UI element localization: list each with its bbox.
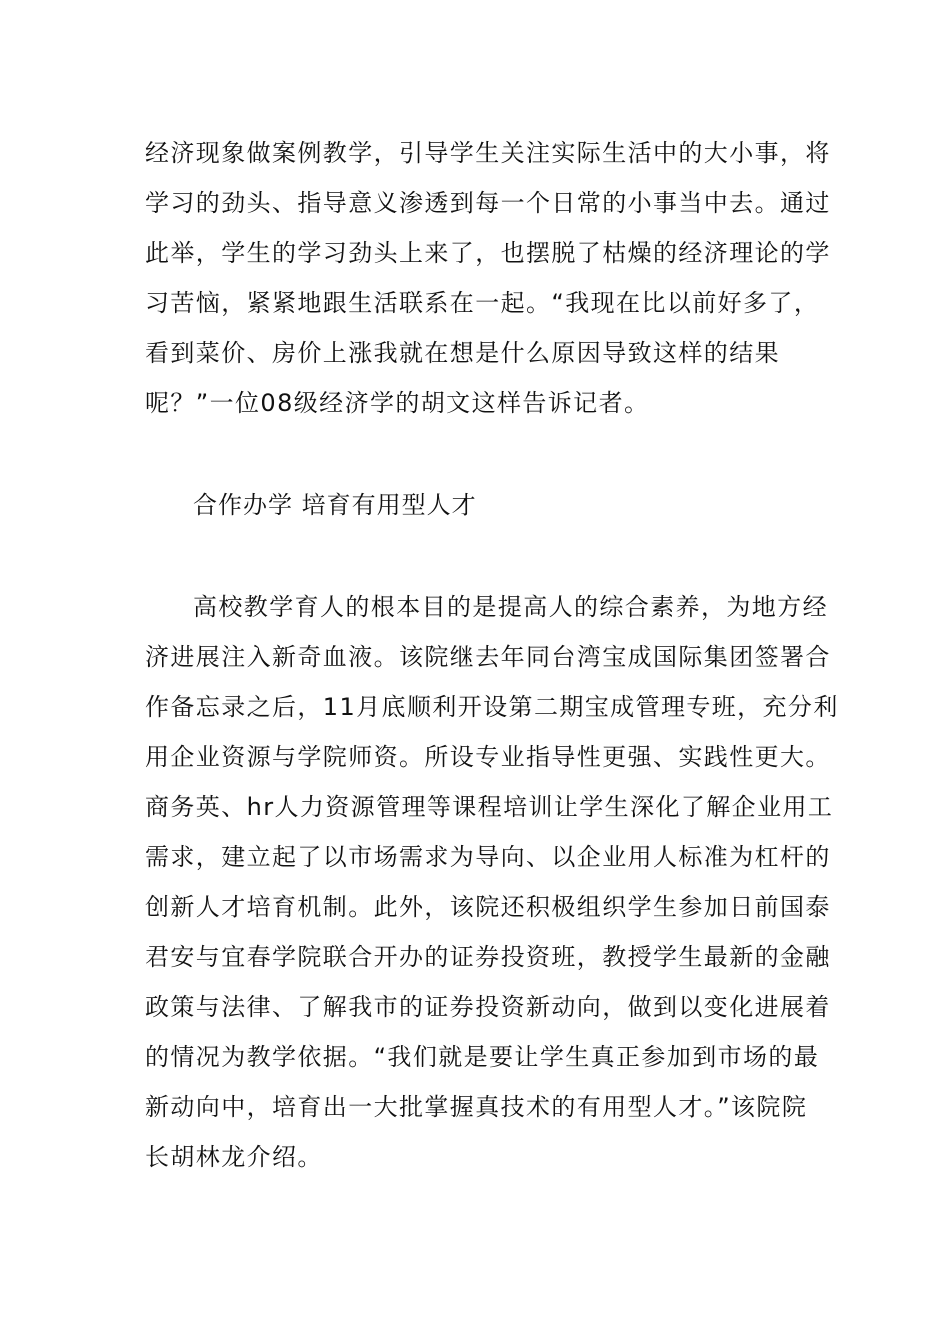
text-line: 的情况为教学依据。“我们就是要让学生真正参加到市场的最 [145,1043,820,1071]
section-heading: 合作办学 培育有用型人才 [193,491,477,519]
text-line: 长胡林龙介绍。 [145,1143,323,1171]
text-line: 创新人才培育机制。此外，该院还积极组织学生参加日前国泰 [145,893,831,921]
text-line: 需求，建立起了以市场需求为导向、以企业用人标准为杠杆的 [145,843,831,871]
text-line: 呢？”一位08级经济学的胡文这样告诉记者。 [145,389,650,417]
paragraph-economics-teaching [145,128,831,428]
text-line: 商务英、hr人力资源管理等课程培训让学生深化了解企业用工 [145,793,834,821]
text-line: 政策与法律、了解我市的证券投资新动向，做到以变化进展着 [145,993,831,1021]
text-line: 用企业资源与学院师资。所设专业指导性更强、实践性更大。 [145,743,831,771]
text-line: 新动向中，培育出一大批掌握真技术的有用型人才。”该院院 [145,1093,808,1121]
text-line: 学习的劲头、指导意义渗透到每一个日常的小事当中去。通过 [145,189,831,217]
paragraph-gap [145,428,815,480]
text-line: 此举，学生的学习劲头上来了，也摆脱了枯燥的经济理论的学 [145,239,831,267]
text-line: 君安与宜春学院联合开办的证券投资班，教授学生最新的金融 [145,943,831,971]
text-line: 济进展注入新奇血液。该院继去年同台湾宝成国际集团签署合 [145,643,831,671]
text-line: 作备忘录之后，11月底顺利开设第二期宝成管理专班，充分利 [145,693,839,721]
text-line: 经济现象做案例教学，引导学生关注实际生活中的大小事，将 [145,139,831,167]
text-line: 高校教学育人的根本目的是提高人的综合素养，为地方经 [193,593,828,621]
text-line: 习苦恼，紧紧地跟生活联系在一起。“我现在比以前好多了， [145,289,820,317]
paragraph-gap [145,530,815,582]
paragraph-cooperative-education [145,582,839,1182]
text-line: 看到菜价、房价上涨我就在想是什么原因导致这样的结果 [145,339,780,367]
document-body [145,128,839,1182]
